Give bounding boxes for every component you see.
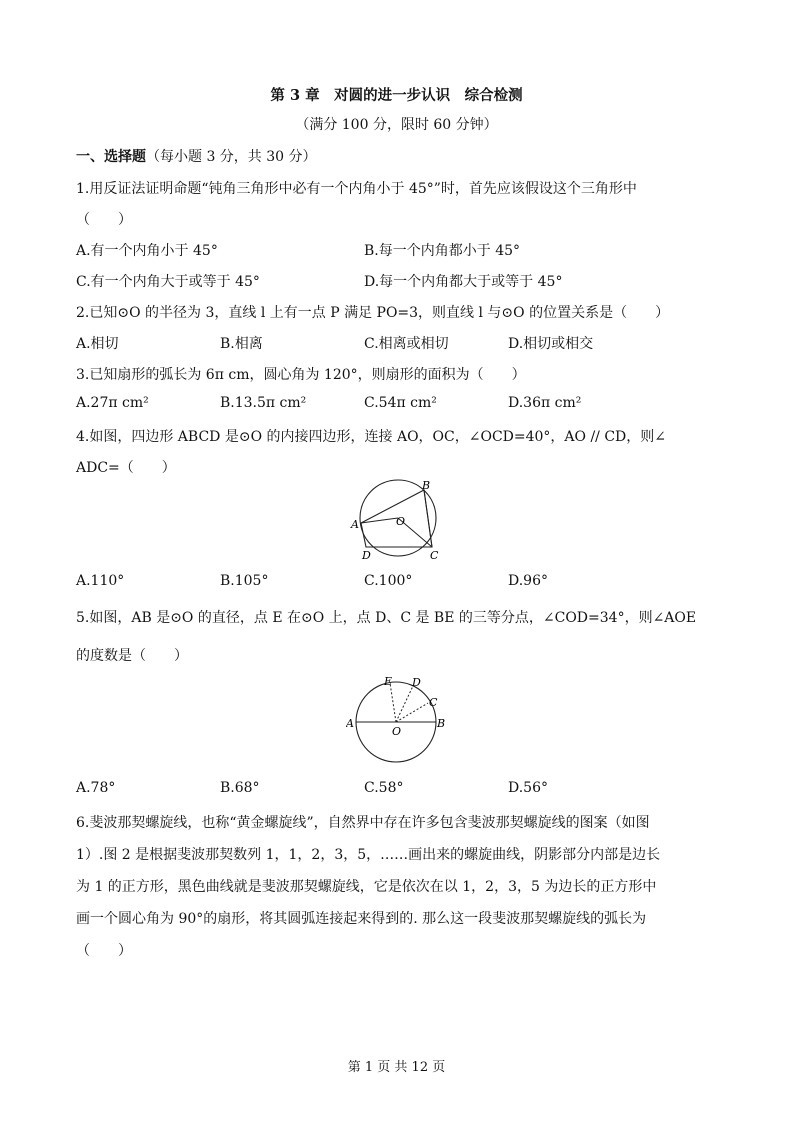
q5-option-b: B.68° [220,780,260,796]
q4-label-c: C [430,549,439,562]
q5-stem-line1: 5.如图，AB 是⊙O 的直径，点 E 在⊙O 上，点 D、C 是 BE 的三等分点，∠COD=34°，则∠AOE [76,610,697,626]
q5-segment-oe [390,683,396,722]
page-title: 第 3 章 对圆的进一步认识 综合检测 [270,87,523,104]
q4-option-a: A.110° [76,573,125,589]
q4-stem-line1: 4.如图，四边形 ABCD 是⊙O 的内接四边形，连接 AO，OC，∠OCD=40°，AO // CD，则∠ [76,429,667,445]
q5-segment-od [396,686,413,722]
q5-option-d: D.56° [508,780,548,796]
q5-label-o: O [392,725,402,738]
q5-label-a: A [346,717,354,730]
q4-option-b: B.105° [220,573,269,589]
q4-label-d: D [362,549,371,562]
q3-option-d: D.36π cm² [508,395,582,411]
q5-figure [346,675,452,771]
q1-option-b: B.每一个内角都小于 45° [364,243,521,259]
q5-label-d: D [412,676,421,689]
q1-option-c: C.有一个内角大于或等于 45° [76,274,260,290]
q5-stem-line2: 的度数是（ ） [76,648,188,664]
q1-stem-line1: 1.用反证法证明命题“钝角三角形中必有一个内角小于 45°”时，首先应该假设这个三角形中 [76,181,637,197]
q6-line5: （ ） [76,943,132,959]
q5-label-b: B [437,717,446,730]
q4-option-d: D.96° [508,573,548,589]
q5-option-c: C.58° [364,780,404,796]
q6-line4: 画一个圆心角为 90°的扇形，将其圆弧连接起来得到的. 那么这一段斐波那契螺旋线的弧长为 [76,911,647,927]
section-title: 一、选择题 [76,149,146,165]
q2-option-b: B.相离 [220,336,263,352]
exam-note: （满分 100 分，限时 60 分钟） [295,117,498,133]
q2-option-c: C.相离或相切 [364,336,449,352]
q4-label-o: O [396,515,406,528]
q5-segment-oc [396,703,428,722]
q4-label-a: A [351,518,359,531]
section-heading [76,146,317,166]
q1-option-d: D.每一个内角都大于或等于 45° [364,274,563,290]
q6-line1: 6.斐波那契螺旋线，也称“黄金螺旋线”，自然界中存在许多包含斐波那契螺旋线的图案（如图 [76,815,650,831]
q5-label-c: C [429,696,438,709]
q6-line2: 1）.图 2 是根据斐波那契数列 1，1，2，3，5，……画出来的螺旋曲线，阴影部分内部是边长 [76,847,661,863]
q1-stem-line2: （ ） [76,212,132,228]
q5-label-e: E [384,675,393,688]
q4-option-c: C.100° [364,573,413,589]
q4-stem-line2: ADC=（ ） [76,460,176,476]
q3-option-c: C.54π cm² [364,395,437,411]
q3-option-a: A.27π cm² [76,395,149,411]
section-note: （每小题 3 分，共 30 分） [146,149,317,165]
q5-option-a: A.78° [76,780,116,796]
q3-option-b: B.13.5π cm² [220,395,307,411]
q1-option-a: A.有一个内角小于 45° [76,243,218,259]
q4-label-b: B [422,479,431,492]
q6-line3: 为 1 的正方形，黑色曲线就是斐波那契螺旋线，它是依次在以 1，2，3，5 为边长的正方形中 [76,879,657,895]
q4-figure [346,478,446,564]
q3-stem: 3.已知扇形的弧长为 6π cm，圆心角为 120°，则扇形的面积为（ ） [76,367,526,383]
q2-stem: 2.已知⊙O 的半径为 3，直线 l 上有一点 P 满足 PO=3，则直线 l 与⊙O 的位置关系是（ ） [76,305,670,321]
page-footer: 第 1 页 共 12 页 [347,1060,446,1075]
q2-option-a: A.相切 [76,336,119,352]
q2-option-d: D.相切或相交 [508,336,594,352]
